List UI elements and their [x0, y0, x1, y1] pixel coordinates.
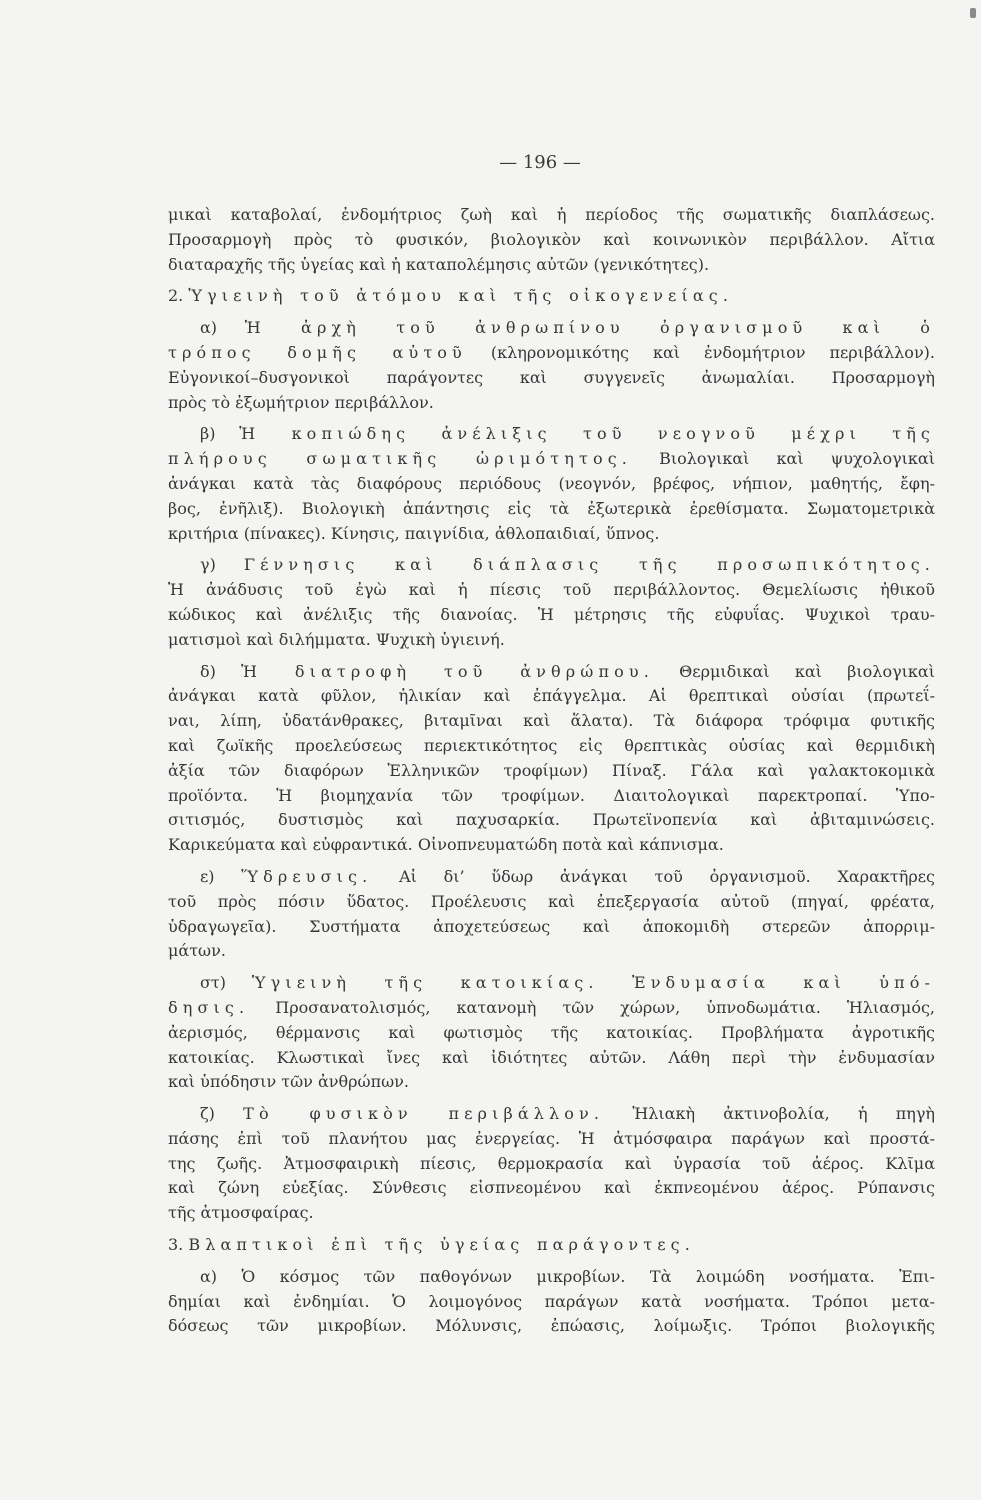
subsection-title: Ἡ κοπιώδης ἀνέλιξις τοῦ νεογνοῦ μέχρι τῆς [239, 424, 935, 444]
scan-mark [970, 8, 976, 18]
subsection-title: Ἡ διατροφὴ τοῦ ἀνθρώπου. [241, 661, 654, 681]
text-line: ἀνάγκαι κατὰ τὰς διαφόρους περιόδους (νεογνόν, βρέφος, νήπιον, μαθητής, ἔφη- [168, 473, 935, 493]
subsection-heading [168, 553, 935, 578]
subsection-title: τρόπος δομῆς αὐτοῦ [168, 342, 467, 362]
page-number: — 196 — [499, 152, 581, 173]
section-number: 3. [168, 1235, 184, 1255]
text-line: της ζωῆς. Ἀτμοσφαιρικὴ πίεσις, θερμοκρασία καὶ ὑγρασία τοῦ ἀέρος. Κλῖμα [168, 1153, 935, 1173]
text-line: μάτων. [168, 941, 226, 961]
text-run: (κληρονομικότης καὶ ἐνδομήτριον περιβάλλον). [490, 342, 935, 362]
text-line: καὶ ὑπόδησιν τῶν ἀνθρώπων. [168, 1072, 409, 1092]
text-line: τῆς ἀτμοσφαίρας. [168, 1203, 314, 1223]
text-line [168, 447, 935, 472]
text-line: μικαὶ καταβολαί, ἐνδομήτριος ζωὴ καὶ ἡ περίοδος τῆς σωματικῆς διαπλάσεως. [168, 205, 935, 224]
text-line: κώδικος καὶ ἀνέλιξις τῆς διανοίας. Ἡ μέτρησις τῆς εὐφυΐας. Ψυχικοὶ τραυ- [168, 604, 935, 624]
text-run: Αἱ δι’ ὕδωρ ἀνάγκαι τοῦ ὀργανισμοῦ. Χαρακτῆρες [399, 866, 935, 886]
text-line: δόσεως τῶν μικροβίων. Μόλυνσις, ἐπώασις, λοίμωξις. Τρόποι βιολογικῆς [168, 1316, 935, 1336]
text-run: Προσανατολισμός, κατανομὴ τῶν χώρων, ὑπνοδωμάτια. Ἡλιασμός, [275, 997, 935, 1017]
text-line: βος, ἐνῆλιξ). Βιολογικὴ ἀπάντησις εἰς τὰ ἐξωτερικὰ ἐρεθίσματα. Σωματομετρικὰ [168, 498, 935, 518]
text-line: κατοικίας. Κλωστικαὶ ἴνες καὶ ἰδιότητες αὐτῶν. Λάθη περὶ τὴν ἐνδυμασίαν [168, 1047, 935, 1067]
subsection-heading [168, 316, 935, 341]
subsection-heading [168, 1102, 935, 1127]
subsection-title: δησις. [168, 997, 250, 1017]
text-run: Ὁ κόσμος τῶν παθογόνων μικροβίων. Τὰ λοιμώδη νοσήματα. Ἐπι- [241, 1266, 935, 1286]
text-line: Καρικεύματα καὶ εὐφραντικά. Οἰνοπνευματώδη ποτὰ καὶ κάπνισμα. [168, 835, 724, 855]
subsection-label: α) [200, 1266, 218, 1286]
subsection-title: πλήρους σωματικῆς ὡριμότητος. [168, 449, 632, 469]
text-line: δημίαι καὶ ἐνδημίαι. Ὁ λοιμογόνος παράγων κατὰ νοσήματα. Τρόποι μετα- [168, 1291, 935, 1311]
text-line: Ἡ ἀνάδυσις τοῦ ἐγὼ καὶ ἡ πίεσις τοῦ περιβάλλοντος. Θεμελίωσις ἠθικοῦ [168, 580, 935, 600]
subsection-title: Ὕδρευσις. [241, 866, 373, 886]
text-line [168, 996, 935, 1021]
text-line: καὶ ζώνη εὐεξίας. Σύνθεσις εἰσπνεομένου καὶ ἐκπνεομένου ἀέρος. Ρύπανσις [168, 1178, 935, 1198]
text-line: ὑδραγωγεῖα). Συστήματα ἀποχετεύσεως καὶ ἀποκομιδὴ στερεῶν ἀπορριμ- [168, 916, 935, 936]
subsection-heading [168, 865, 935, 890]
subsection-title: Γέννησις καὶ διάπλασις τῆς προσωπικότητος. [243, 555, 935, 575]
text-line: πάσης ἐπὶ τοῦ πλανήτου μας ἐνεργείας. Ἡ ἀτμόσφαιρα παράγων καὶ προστά- [168, 1128, 935, 1148]
subsection-label: ζ) [200, 1104, 215, 1124]
subsection-heading [168, 660, 935, 685]
subsection-label: β) [200, 424, 216, 444]
text-line: διαταραχῆς τῆς ὑγείας καὶ ἡ καταπολέμησις αὐτῶν (γενικότητες). [168, 254, 710, 274]
text-line: σιτισμός, δυστισμὸς καὶ παχυσαρκία. Πρωτεϊνοπενία καὶ ἀβιταμινώσεις. [168, 810, 935, 830]
text-line: Προσαρμογὴ πρὸς τὸ φυσικόν, βιολογικὸν καὶ κοινωνικὸν περιβάλλον. Αἴτια [168, 229, 935, 249]
body-text [168, 203, 935, 1339]
text-line: ἀερισμός, θέρμανσις καὶ φωτισμὸς τῆς κατοικίας. Προβλήματα ἀγροτικῆς [168, 1022, 935, 1042]
section-heading [168, 1233, 935, 1258]
text-line: ἀξία τῶν διαφόρων Ἑλληνικῶν τροφίμων) Πίναξ. Γάλα καὶ γαλακτοκομικὰ [168, 760, 935, 780]
text-line: ἀνάγκαι κατὰ φῦλον, ἡλικίαν καὶ ἐπάγγελμα. Αἱ θρεπτικαὶ οὐσίαι (πρωτεΐ- [168, 686, 935, 706]
section-number: 2. [168, 286, 184, 306]
text-line: κριτήρια (πίνακες). Κίνησις, παιγνίδια, ἀθλοπαιδιαί, ὕπνος. [168, 523, 660, 543]
subsection-heading [168, 422, 935, 447]
text-line: τοῦ πρὸς πόσιν ὕδατος. Προέλευσις καὶ ἐπεξεργασία αὐτοῦ (πηγαί, φρέατα, [168, 891, 935, 911]
subsection-title: Ὑγιεινὴ τῆς κατοικίας. Ἐνδυμασία καὶ ὑπό- [251, 973, 935, 993]
section-heading [168, 284, 935, 309]
subsection-heading [168, 1265, 935, 1290]
text-line: ναι, λίπη, ὑδατάνθρακες, βιταμῖναι καὶ ἅλατα). Τὰ διάφορα τρόφιμα φυτικῆς [168, 711, 935, 731]
subsection-title: Τὸ φυσικὸν περιβάλλον. [243, 1104, 605, 1124]
subsection-heading [168, 971, 935, 996]
subsection-label: γ) [200, 555, 216, 575]
text-line [168, 341, 935, 366]
subsection-label: δ) [200, 661, 216, 681]
text-run: Θερμιδικαὶ καὶ βιολογικαὶ [679, 661, 935, 681]
text-line: προϊόντα. Ἡ βιομηχανία τῶν τροφίμων. Διαιτολογικαὶ παρεκτροπαί. Ὑπο- [168, 785, 935, 805]
text-line: πρὸς τὸ ἐξωμήτριον περιβάλλον. [168, 392, 434, 412]
text-run: Βιολογικαὶ καὶ ψυχολογικαὶ [659, 449, 935, 469]
text-line: Εὐγονικοί–δυσγονικοὶ παράγοντες καὶ συγγενεῖς ἀνωμαλίαι. Προσαρμογὴ [168, 367, 935, 387]
subsection-label: ε) [200, 866, 215, 886]
subsection-label: στ) [200, 973, 227, 993]
subsection-label: α) [200, 318, 218, 338]
section-title: Ὑγιεινὴ τοῦ ἀτόμου καὶ τῆς οἰκογενείας. [188, 286, 734, 306]
text-line: καὶ ζωϊκῆς προελεύσεως περιεκτικότητος εἰς θρεπτικὰς οὐσίας καὶ θερμιδικὴ [168, 735, 935, 755]
text-line: ματισμοὶ καὶ διλήμματα. Ψυχικὴ ὑγιεινή. [168, 629, 505, 649]
text-run: Ἡλιακὴ ἀκτινοβολία, ἡ πηγὴ [632, 1104, 935, 1124]
section-title: Βλαπτικοὶ ἐπὶ τῆς ὑγείας παράγοντες. [188, 1235, 695, 1255]
subsection-title: Ἡ ἀρχὴ τοῦ ἀνθρωπίνου ὀργανισμοῦ καὶ ὁ [244, 318, 935, 338]
